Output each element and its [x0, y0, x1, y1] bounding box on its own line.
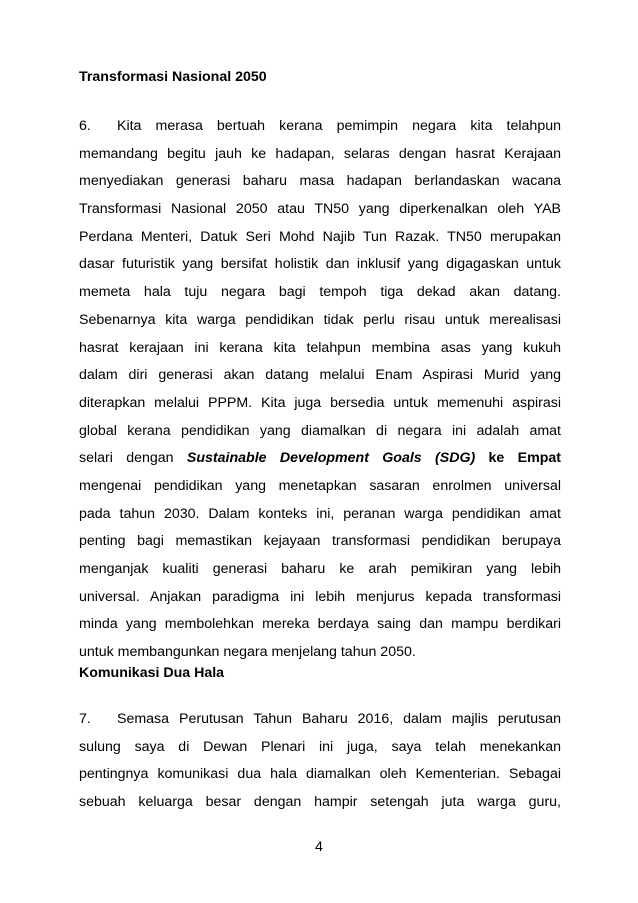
paragraph-line: Sebenarnya kita warga pendidikan tidak perlu risau untuk merealisasi	[79, 311, 561, 328]
paragraph-line: global kerana pendidikan yang diamalkan di negara ini adalah amat	[79, 422, 561, 439]
paragraph-line: memeta hala tuju negara bagi tempoh tiga dekad akan datang.	[79, 284, 561, 301]
paragraph-number: 6.	[79, 118, 91, 134]
paragraph-line: mengenai pendidikan yang menetapkan sasaran enrolmen universal	[79, 477, 561, 494]
sdg-suffix: ke Empat	[488, 450, 561, 467]
paragraph-line: dalam diri generasi akan datang melalui Enam Aspirasi Murid yang	[79, 367, 561, 384]
paragraph-line: pentingnya komunikasi dua hala diamalkan oleh Kementerian. Sebagai	[79, 766, 561, 783]
paragraph-line: universal. Anjakan paradigma ini lebih menjurus kepada transformasi	[79, 588, 561, 605]
paragraph-line: pada tahun 2030. Dalam konteks ini, peranan warga pendidikan amat	[79, 505, 561, 522]
paragraph-line: penting bagi memastikan kejayaan transformasi pendidikan berupaya	[79, 533, 561, 550]
paragraph-line: memandang begitu jauh ke hadapan, selaras dengan hasrat Kerajaan	[79, 145, 561, 162]
paragraph-line: Perdana Menteri, Datuk Seri Mohd Najib Tun Razak. TN50 merupakan	[79, 228, 561, 245]
paragraph-line: hasrat kerajaan ini kerana kita telahpun membina asas yang kukuh	[79, 339, 561, 356]
section-heading-komunikasi: Komunikasi Dua Hala	[79, 665, 225, 681]
paragraph-line: dasar futuristik yang bersifat holistik dan inklusif yang digagaskan untuk	[79, 256, 561, 273]
paragraph-line-sdg	[79, 445, 561, 473]
paragraph-line: untuk membangunkan negara menjelang tahun 2050.	[79, 644, 416, 661]
sdg-prefix: selari dengan	[79, 450, 174, 467]
paragraph-6	[79, 113, 561, 667]
paragraph-line: menyediakan generasi baharu masa hadapan berlandaskan wacana	[79, 173, 561, 190]
sdg-emphasis: Sustainable Development Goals (SDG)	[186, 450, 476, 467]
paragraph-line: 6. Kita merasa bertuah kerana pemimpin negara kita telahpun	[79, 113, 561, 141]
paragraph-line: minda yang membolehkan mereka berdaya saing dan mampu berdikari	[79, 616, 561, 633]
paragraph-number: 7.	[79, 711, 91, 727]
section-heading-transformasi: Transformasi Nasional 2050	[79, 69, 267, 85]
paragraph-line: Transformasi Nasional 2050 atau TN50 yang diperkenalkan oleh YAB	[79, 201, 561, 218]
paragraph-line: menganjak kualiti generasi baharu ke arah pemikiran yang lebih	[79, 561, 561, 577]
paragraph-line: 7. Semasa Perutusan Tahun Baharu 2016, dalam majlis perutusan	[79, 706, 561, 734]
paragraph-line: diterapkan melalui PPPM. Kita juga bersedia untuk memenuhi aspirasi	[79, 394, 561, 411]
paragraph-line: sulung saya di Dewan Plenari ini juga, saya telah menekankan	[79, 738, 561, 755]
paragraph-line: sebuah keluarga besar dengan hampir setengah juta warga guru,	[79, 794, 561, 811]
page-number: 4	[315, 839, 323, 855]
paragraph-7	[79, 706, 561, 817]
